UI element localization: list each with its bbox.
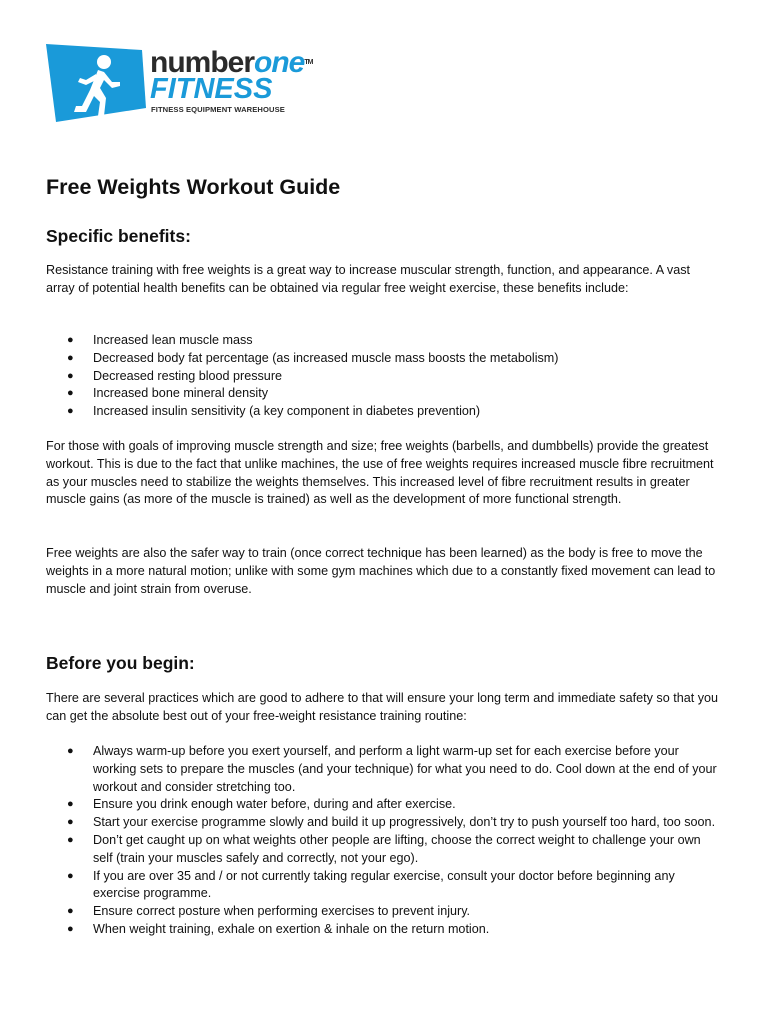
list-item: ● Start your exercise programme slowly and build it up progressively, don’t try to push yourself too hard, too soon. bbox=[46, 814, 722, 832]
list-item: ● Don’t get caught up on what weights other people are lifting, choose the correct weight to challenge your own self (train your muscles safely and correctly, not your ego). bbox=[67, 832, 701, 865]
list-item: ● When weight training, exhale on exertion & inhale on the return motion. bbox=[46, 921, 722, 939]
list-item: ● Decreased body fat percentage (as increased muscle mass boosts the metabolism) bbox=[46, 350, 722, 368]
logo-runner-icon bbox=[46, 40, 156, 130]
bullet-icon: ● bbox=[67, 905, 74, 918]
bullet-icon: ● bbox=[67, 369, 74, 382]
section-heading-benefits: Specific benefits: bbox=[46, 226, 191, 246]
benefits-intro-paragraph: Resistance training with free weights is a great way to increase muscular strength, function, and appearance. A vast array of potential health benefits can be obtained via regular free weight exercise, these benefits include: bbox=[46, 263, 691, 295]
document-body bbox=[46, 172, 722, 936]
bullet-icon: ● bbox=[67, 334, 74, 346]
logo-tagline: FITNESS EQUIPMENT WAREHOUSE bbox=[151, 105, 285, 114]
document-title: Free Weights Workout Guide bbox=[46, 175, 341, 199]
list-item: ● If you are over 35 and / or not currently taking regular exercise, consult your doctor before beginning any exercise programme. bbox=[67, 868, 675, 901]
list-item: ● Increased lean muscle mass bbox=[46, 332, 722, 350]
bullet-icon: ● bbox=[67, 387, 74, 400]
tips-list bbox=[46, 743, 722, 939]
list-item: ● Increased insulin sensitivity (a key component in diabetes prevention) bbox=[46, 403, 722, 421]
bullet-icon: ● bbox=[67, 816, 74, 829]
section-heading-before-you-begin: Before you begin: bbox=[46, 653, 195, 673]
list-item: ● Decreased resting blood pressure bbox=[46, 368, 722, 386]
bullet-icon: ● bbox=[67, 798, 74, 811]
list-item: ● Always warm-up before you exert yourself, and perform a light warm-up set for each exercise before your working sets to prepare the muscles (and your technique) for what you need to do. Cool down at the end of your workout and consider stretching too. bbox=[67, 744, 717, 794]
bullet-icon: ● bbox=[67, 405, 74, 418]
list-item: ● Increased bone mineral density bbox=[46, 385, 722, 403]
bullet-icon: ● bbox=[67, 745, 74, 757]
safety-paragraph: Free weights are also the safer way to train (once correct technique has been learned) as the body is free to move the weights in a more natural motion; unlike with some gym machines which due to a constantly fixed movement can lead to muscle and joint strain from overuse. bbox=[46, 546, 716, 596]
bullet-icon: ● bbox=[67, 869, 74, 882]
before-intro-paragraph: There are several practices which are good to adhere to that will ensure your long term and immediate safety so that you can get the absolute best out of your free-weight resistance training routine: bbox=[46, 691, 719, 723]
logo-word-numberone: numberone™ bbox=[150, 46, 313, 79]
bullet-icon: ● bbox=[67, 922, 74, 935]
list-item: ● Ensure correct posture when performing exercises to prevent injury. bbox=[46, 903, 722, 921]
list-item: ● Ensure you drink enough water before, during and after exercise. bbox=[46, 796, 722, 814]
free-weights-paragraph: For those with goals of improving muscle strength and size; free weights (barbells, and dumbbells) provide the greatest workout. This is due to the fact that unlike machines, the use of free weights requires increased muscle fibre recruitment as your muscles need to stabilize the weights themselves. This increased level of fibre recruitment results in greater muscle gains (as more of the muscle is trained) as well as the development of more functional strength. bbox=[46, 439, 714, 507]
benefits-list bbox=[46, 332, 722, 421]
bullet-icon: ● bbox=[67, 351, 74, 364]
bullet-icon: ● bbox=[67, 833, 74, 846]
logo-wordmark bbox=[150, 48, 330, 118]
logo-word-fitness: FITNESS bbox=[150, 73, 273, 105]
